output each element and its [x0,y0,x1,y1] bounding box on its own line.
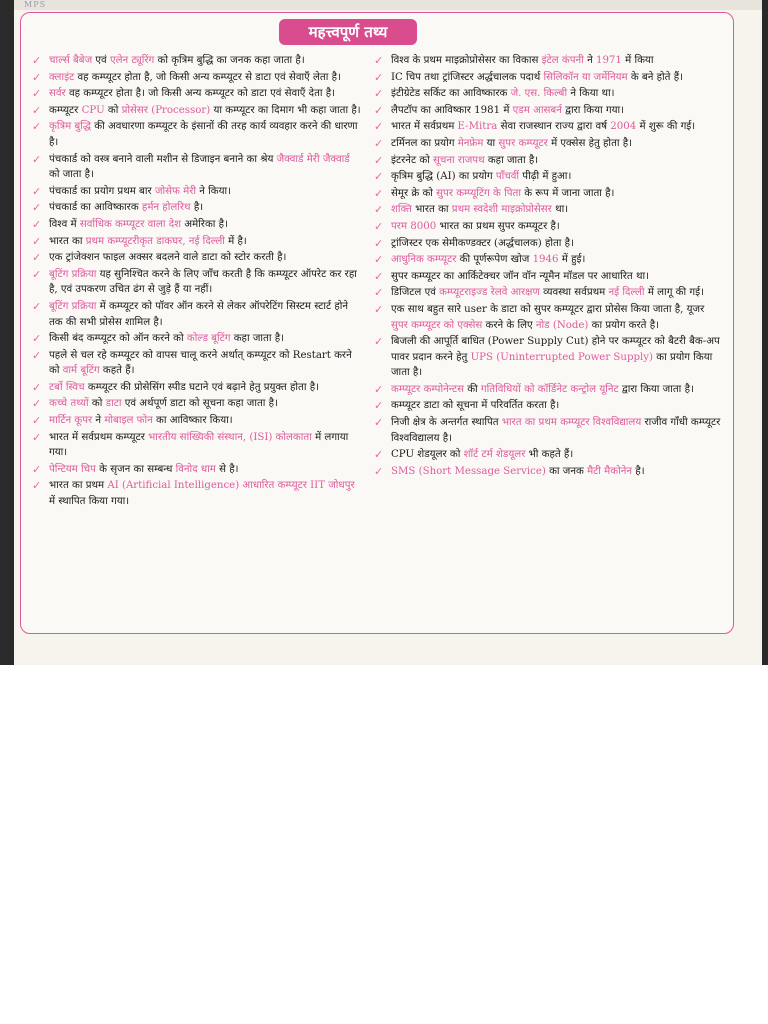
fact-text: की [463,383,481,395]
right-column [371,53,723,480]
check-icon: ✓ [32,430,42,444]
highlight-text: SMS (Short Message Service) [391,465,546,477]
fact-text: पंचकार्ड का प्रयोग प्रथम बार [49,185,155,197]
highlight-text: वार्म बूटिंग [62,365,100,377]
check-icon: ✓ [374,203,384,217]
fact-text: द्वारा किया गया। [561,104,625,116]
fact-text: कहा जाता है। [484,154,539,166]
highlight-text: भारतीय सांख्यिकी संस्थान, (ISI) कोलकाता [148,431,312,443]
check-icon: ✓ [374,399,384,413]
fact-text: के बने होते हैं। [627,71,683,83]
highlight-text: जैक्वार्ड मेरी जैक्वार्ड [276,153,350,165]
left-column [29,53,361,511]
fact-text: कम्प्यूटर [49,104,82,116]
fact-text: सेवा राजस्थान राज्य द्वारा वर्ष [497,121,611,133]
check-icon: ✓ [32,234,42,248]
highlight-text: नई दिल्ली [608,287,645,299]
check-icon: ✓ [32,479,42,493]
highlight-text: कोल्ड बूटिंग [186,333,231,345]
fact-text: में कम्प्यूटर को पॉवर ऑन करने से लेकर ऑपरेटिंग सिस्टम स्टार्ट होने तक की सभी प्रोसेस शामिल है। [49,300,349,328]
fact-item [29,250,361,266]
highlight-text: टर्बो स्विच [49,381,85,393]
highlight-text: मेनफ्रेम [457,137,484,149]
fact-item [29,380,361,396]
highlight-text: शॉर्ट टर्म शेडयूलर [463,449,526,461]
highlight-text: CPU [81,104,105,116]
highlight-text: डाटा [105,398,122,410]
fact-text: अमेरिका है। [181,218,228,230]
fact-text: पंचकार्ड का आविष्कारक [49,202,142,214]
highlight-text: जोसेफ मेरी [154,185,197,197]
highlight-text: आधुनिक कम्प्यूटर [391,254,457,266]
check-icon: ✓ [374,103,384,117]
highlight-text: मैटी मैकोनेन [587,465,633,477]
highlight-text: चार्ल्स बैबेज [49,55,93,66]
highlight-text: पेन्टियम चिप [49,463,96,475]
fact-item [371,219,723,235]
highlight-text: बूटिंग प्रक्रिया [49,268,97,280]
check-icon: ✓ [374,87,384,101]
highlight-text: शक्ति [391,204,412,216]
check-icon: ✓ [32,332,42,346]
check-icon: ✓ [374,416,384,430]
fact-item [29,70,361,86]
fact-item [29,462,361,478]
fact-item [29,200,361,216]
highlight-text: परम 8000 [391,220,437,232]
fact-text: एवं [92,55,110,66]
highlight-text: मोबाइल फोन [104,415,153,427]
fact-text: किसी बंद कम्प्यूटर को ऑन करने को [49,333,187,345]
page-title: महत्त्वपूर्ण तथ्य [279,19,417,45]
fact-text: विश्व में [49,218,80,230]
fact-text: में लागू की गई। [644,287,704,299]
fact-text: की पूर्णरूपेण खोज [456,254,533,266]
fact-item [29,413,361,429]
fact-text: लैपटॉप का आविष्कार 1981 में [391,104,513,116]
highlight-text: 1971 [595,55,622,66]
fact-text: इंटरनेट को [391,154,434,166]
fact-text: पहले से चल रहे कम्प्यूटर को वापस चालू करने अर्थात् कम्प्यूटर को Restart करने को [49,349,352,377]
highlight-text: पाँचवीं [495,171,520,183]
fact-text: करने के लिए [482,319,536,331]
check-icon: ✓ [374,286,384,300]
fact-text: या [483,137,499,149]
highlight-text: क्लाइंट [49,71,75,83]
highlight-text: कम्प्यूटराइज्ड रेलवे आरक्षण [439,287,540,299]
fact-text: में शुरू की गई। [636,121,696,133]
fact-item [371,86,723,102]
fact-item [371,415,723,446]
fact-text: भारत का [411,204,452,216]
fact-item [29,348,361,379]
check-icon: ✓ [374,236,384,250]
fact-item [29,86,361,102]
fact-text: को जाता है। [49,169,94,181]
fact-text: ने [92,415,105,427]
fact-text: भारत में सर्वप्रथम कम्प्यूटर [49,431,149,443]
highlight-text: प्रथम कम्प्यूटरीकृत डाकघर, नई दिल्ली [85,235,225,247]
highlight-text: 1946 [532,254,559,266]
highlight-text: सुपर कम्प्यूटर [498,137,548,149]
fact-item [29,299,361,330]
check-icon: ✓ [374,219,384,233]
fact-item [29,152,361,183]
fact-text: बिजली की आपूर्ति बाधित (Power Supply Cut) होने पर कम्प्यूटर को बैटरी बैक-अप पावर प्रदान करने हेतु [391,336,720,363]
highlight-text: हर्मन होलरिथ [141,202,191,214]
fact-text: कम्प्यूटर की प्रोसेसिंग स्पीड घटाने एवं बढ़ाने हेतु प्रयुक्त होता है। [84,381,319,393]
check-icon: ✓ [32,348,42,362]
fact-text: पंचकार्ड को वस्त्र बनाने वाली मशीन से डिजाइन बनाने का श्रेय [49,153,277,165]
check-icon: ✓ [374,269,384,283]
highlight-text: मार्टिन कूपर [49,415,93,427]
fact-text: का प्रयोग करते है। [588,319,659,331]
check-icon: ✓ [32,414,42,428]
fact-text: राजीव गाँधी कम्प्यूटर विश्वविद्यालय है। [391,417,721,444]
fact-text: को [104,104,122,116]
highlight-text: नोड (Node) [535,319,589,331]
check-icon: ✓ [374,186,384,200]
highlight-text: सूचना राजपथ [433,154,485,166]
fact-text: कृत्रिम बुद्धि (AI) का प्रयोग [391,171,496,183]
check-icon: ✓ [32,299,42,313]
highlight-text: UPS (Uninterrupted Power Supply) [470,351,654,363]
fact-text: भारत में सर्वप्रथम [391,121,458,133]
fact-text: है। [632,465,645,477]
highlight-text: AI (Artificial Intelligence) आधारित कम्प्यूटर IIT जोधपुर [107,480,355,492]
highlight-text: सुपर कम्प्यूटर को एक्सेस [391,319,483,331]
check-icon: ✓ [32,54,42,67]
fact-item [29,267,361,298]
fact-text: CPU शेडयूलर को [391,449,464,461]
fact-text: का प्रयोग किया जाता है। [391,351,713,379]
fact-text: या कम्प्यूटर का दिमाग भी कहा जाता है। [210,104,361,116]
highlight-text: 2004 [610,121,637,133]
fact-text: में स्थापित किया गया। [49,496,130,508]
fact-text: ने [583,55,596,66]
fact-text: सुपर कम्प्यूटर का आर्किटेक्चर जॉन वॉन न्यूमैन मॉडल पर आधारित था। [391,270,649,282]
highlight-text: विनोद धाम [175,463,216,475]
highlight-text: सर्वर [49,88,66,100]
check-icon: ✓ [32,184,42,198]
fact-text: कम्प्यूटर डाटा को सूचना में परिवर्तित करता है। [391,400,560,412]
highlight-text: सिलिकॉन या जर्मेनियम [543,71,628,83]
fact-text: के सृजन का सम्बन्ध [95,463,176,475]
book-page [14,0,762,665]
highlight-text: सर्वाधिक कम्प्यूटर वाला देश [79,218,182,230]
fact-text: एवं अर्थपूर्ण डाटा को सूचना कहा जाता है। [121,398,278,410]
highlight-text: E-Mitra [457,121,498,133]
fact-text: को कृत्रिम बुद्धि का जनक कहा जाता है। [154,55,305,66]
highlight-text: एलेन ट्यूरिंग [109,55,155,66]
highlight-text: कम्प्यूटर कम्पोनेन्टस [391,383,464,395]
fact-text: यह सुनिश्चित करने के लिए जाँच करती है कि कम्प्यूटर ऑपरेट कर रहा है, एवं उपकरण उचित ढंग से जुड़े हैं या नहीं। [49,268,357,296]
check-icon: ✓ [32,380,42,394]
check-icon: ✓ [374,302,384,316]
fact-text: में हुई। [558,254,586,266]
highlight-text: प्रोसेसर (Processor) [121,104,211,116]
fact-text: सेमूर क्रे को [391,187,437,199]
check-icon: ✓ [32,462,42,476]
fact-item [29,396,361,412]
fact-text: से है। [215,463,239,475]
fact-item [29,430,361,461]
check-icon: ✓ [32,217,42,231]
fact-text: वह कम्प्यूटर होता है। जो किसी अन्य कम्प्यूटर को डाटा एवं सेवाएँ देता है। [65,88,336,100]
fact-text: में लगाया गया। [49,431,349,459]
fact-text: द्वारा किया जाता है। [618,383,694,395]
fact-text: डिजिटल एवं [391,287,440,299]
fact-item [371,103,723,119]
highlight-text: गतिविधियों को कॉर्डिनेट कन्ट्रोल यूनिट [480,383,619,395]
fact-item [371,53,723,69]
brand-mark: MPS [24,0,47,9]
top-strip [14,0,762,10]
fact-text: भारत का प्रथम सुपर कम्प्यूटर है। [436,220,560,232]
fact-text: का जनक [545,465,588,477]
fact-item [29,234,361,250]
fact-item [371,119,723,135]
fact-text: की अवधारणा कम्प्यूटर के इंसानों की तरह कार्य व्यवहार करने की धारणा है। [49,121,358,148]
fact-item [371,464,723,480]
check-icon: ✓ [374,170,384,184]
fact-item [371,236,723,252]
fact-item [371,285,723,301]
fact-item [371,398,723,414]
fact-item [29,103,361,119]
fact-text: निजी क्षेत्र के अन्तर्गत स्थापित [391,417,502,429]
fact-text: वह कम्प्यूटर होता है, जो किसी अन्य कम्प्यूटर से डाटा एवं सेवाएँ लेता है। [74,71,341,83]
fact-text: में किया [621,55,654,66]
fact-text: IC चिप तथा ट्रांजिस्टर अर्द्धचालक पदार्थ [391,71,544,83]
fact-item [371,334,723,381]
facts-card [20,12,734,634]
fact-text: व्यवस्था सर्वप्रथम [539,287,609,299]
fact-item [371,269,723,285]
fact-text: विश्व के प्रथम माइक्रोप्रोसेसर का विकास [391,55,542,66]
fact-text: भारत का [49,235,86,247]
fact-text: ने किया था। [567,88,615,100]
fact-text: ट्रांजिस्टर एक सेमीकण्डक्टर (अर्द्धचालक) होता है। [391,237,574,249]
fact-text: टर्मिनल का प्रयोग [391,137,458,149]
fact-text: में है। [224,235,247,247]
check-icon: ✓ [374,382,384,396]
fact-item [29,478,361,509]
fact-item [371,302,723,333]
check-icon: ✓ [32,397,42,411]
check-icon: ✓ [374,136,384,150]
fact-text: कहते हैं। [99,365,135,377]
fact-item [371,202,723,218]
check-icon: ✓ [32,70,42,84]
blank-area [0,665,768,1024]
highlight-text: बूटिंग प्रक्रिया [49,300,97,312]
fact-item [371,447,723,463]
check-icon: ✓ [32,201,42,215]
check-icon: ✓ [374,70,384,84]
check-icon: ✓ [374,120,384,134]
highlight-text: प्रथम स्वदेशी माइक्रोप्रोसेसर [451,204,552,216]
fact-item [371,136,723,152]
check-icon: ✓ [374,253,384,267]
fact-text: इंटीग्रेटेड सर्किट का आविष्कारक [391,88,511,100]
fact-text: में एक्सेस हेतु होता है। [547,137,633,149]
highlight-text: सुपर कम्प्यूटिंग के पिता [436,187,521,199]
fact-text: भी कहते हैं। [525,449,574,461]
fact-item [371,169,723,185]
fact-text: को [88,398,106,410]
fact-item [29,119,361,150]
check-icon: ✓ [32,267,42,281]
check-icon: ✓ [32,251,42,265]
fact-text: है। [190,202,204,214]
highlight-text: जे. एस. किल्बी [510,88,568,100]
fact-item [371,252,723,268]
highlight-text: कृत्रिम बुद्धि [49,121,92,133]
highlight-text: भारत का प्रथम कम्प्यूटर विश्वविद्यालय [501,417,642,429]
check-icon: ✓ [374,54,384,67]
fact-text: के रूप में जाना जाता है। [520,187,615,199]
fact-text: एक साथ बहुत सारे user के डाटा को सुपर कम्प्यूटर द्वारा प्रोसेस किया जाता है, यूजर [391,303,705,315]
fact-item [29,217,361,233]
highlight-text: इंटेल कंपनी [541,55,584,66]
fact-text: भारत का प्रथम [49,480,108,492]
check-icon: ✓ [374,448,384,462]
fact-text: था। [551,204,569,216]
fact-text: एक ट्रांजेक्शन फाइल अक्सर बदलने वाले डाटा को स्टोर करती है। [49,252,287,264]
fact-text: पीढ़ी में हुआ। [519,171,572,183]
fact-text: का आविष्कार किया। [152,415,233,427]
fact-item [29,331,361,347]
check-icon: ✓ [32,87,42,101]
check-icon: ✓ [32,103,42,117]
fact-item [371,382,723,398]
fact-item [371,186,723,202]
fact-item [371,70,723,86]
fact-text: ने किया। [196,185,232,197]
fact-item [371,153,723,169]
check-icon: ✓ [32,152,42,166]
highlight-text: कच्चे तथ्यों [49,398,89,410]
fact-item [29,184,361,200]
fact-text: कहा जाता है। [230,333,284,345]
check-icon: ✓ [374,153,384,167]
highlight-text: एडम आसबर्न [512,104,562,116]
check-icon: ✓ [374,335,384,349]
fact-item [29,53,361,69]
check-icon: ✓ [32,120,42,134]
check-icon: ✓ [374,464,384,478]
